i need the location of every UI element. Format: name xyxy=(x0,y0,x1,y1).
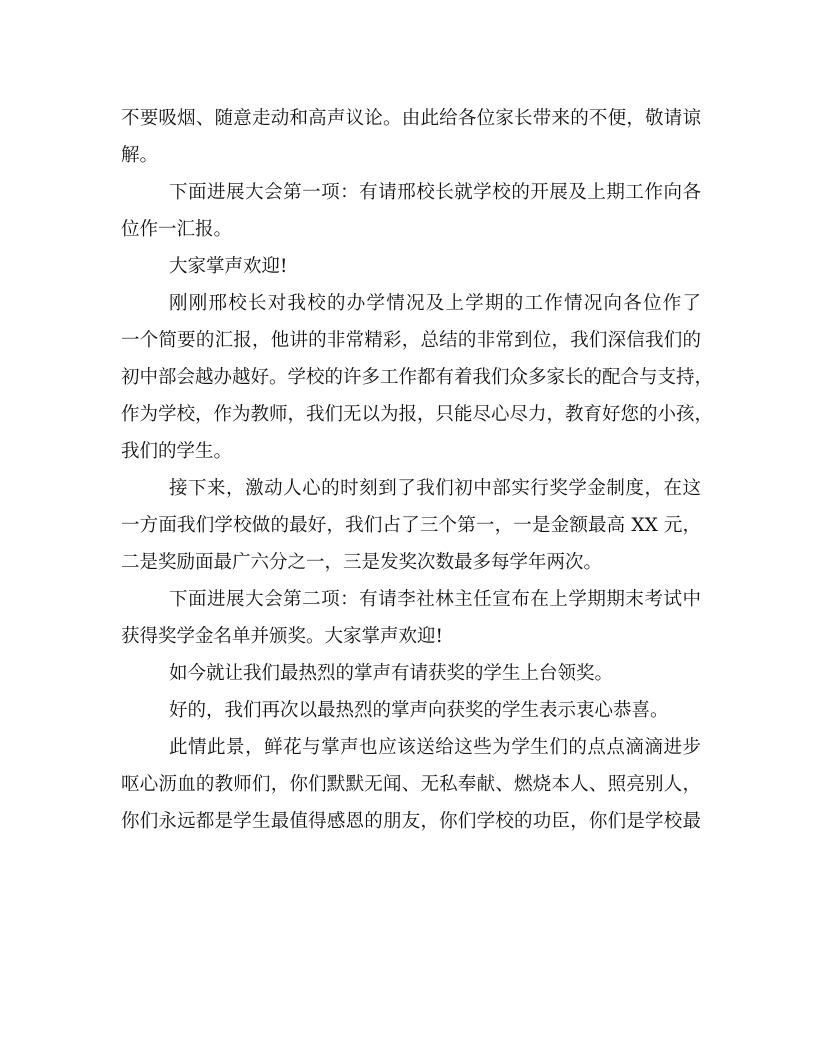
text-line: 此情此景，鲜花与掌声也应该送给这些为学生们的点点滴滴进步 xyxy=(169,737,701,758)
text-line: 下面进展大会第一项：有请邢校长就学校的开展及上期工作向各 xyxy=(169,182,701,203)
text-line: 一方面我们学校做的最好，我们占了三个第一，一是金额最高 XX 元， xyxy=(121,515,701,536)
text-line: 你们永远都是学生最值得感恩的朋友，你们学校的功臣，你们是学校最 xyxy=(121,811,701,832)
text-line: 位作一汇报。 xyxy=(121,219,233,240)
text-line: 初中部会越办越好。学校的许多工作都有着我们众多家长的配合与支持， xyxy=(121,367,714,388)
text-line: 解。 xyxy=(121,145,159,166)
text-line: 一个简要的汇报，他讲的非常精彩，总结的非常到位，我们深信我们的 xyxy=(121,330,701,351)
text-line: 刚刚邢校长对我校的办学情况及上学期的工作情况向各位作了 xyxy=(169,293,701,314)
text-line: 作为学校，作为教师，我们无以为报，只能尽心尽力，教育好您的小孩， xyxy=(121,404,714,425)
text-line: 二是奖励面最广六分之一，三是发奖次数最多每学年两次。 xyxy=(121,552,603,573)
text-line: 不要吸烟、随意走动和高声议论。由此给各位家长带来的不便，敬请谅 xyxy=(121,108,701,129)
text-line: 大家掌声欢迎! xyxy=(169,256,288,277)
text-line: 呕心沥血的教师们，你们默默无闻、无私奉献、燃烧本人、照亮别人， xyxy=(121,774,701,795)
document-body xyxy=(121,100,714,840)
text-line: 获得奖学金名单并颁奖。大家掌声欢迎! xyxy=(121,626,443,647)
text-line: 我们的学生。 xyxy=(121,441,233,462)
text-line: 好的，我们再次以最热烈的掌声向获奖的学生表示衷心恭喜。 xyxy=(169,700,669,721)
text-line: 接下来，激动人心的时刻到了我们初中部实行奖学金制度，在这 xyxy=(169,478,701,499)
text-line: 如今就让我们最热烈的掌声有请获奖的学生上台领奖。 xyxy=(169,663,614,684)
text-line: 下面进展大会第二项：有请李社林主任宣布在上学期期末考试中 xyxy=(169,589,701,610)
